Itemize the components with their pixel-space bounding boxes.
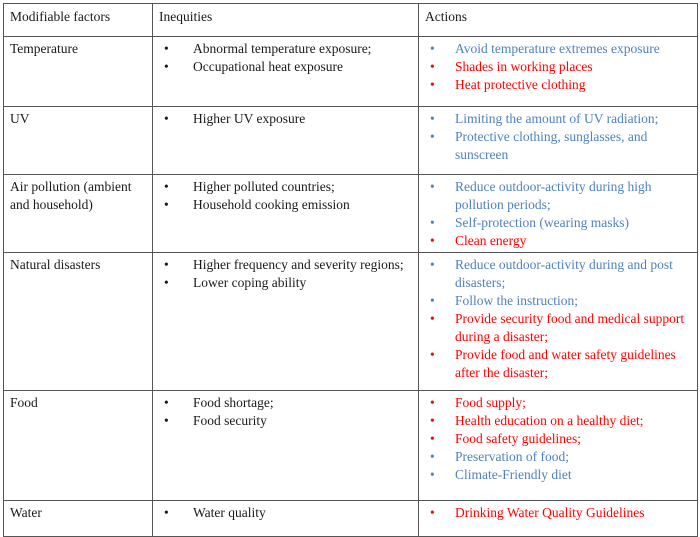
action-item-red: • Clean energy [425, 232, 691, 250]
table-row [4, 253, 698, 391]
inequity-item: • Occupational heat exposure [159, 58, 412, 76]
action-item-red: • Health education on a healthy diet; [425, 412, 691, 430]
action-item-red: • Food supply; [425, 394, 691, 412]
inequities-cell [153, 391, 419, 501]
header-row [4, 4, 698, 37]
action-item-blue: • Climate-Friendly diet [425, 466, 691, 484]
actions-cell [419, 107, 698, 175]
inequity-item: • Household cooking emission [159, 196, 412, 214]
inequities-list [159, 40, 412, 76]
inequity-item: • Abnormal temperature exposure; [159, 40, 412, 58]
header-actions: Actions [419, 4, 698, 37]
inequity-item: • Food security [159, 412, 412, 430]
table-row [4, 391, 698, 501]
inequities-cell [153, 175, 419, 253]
action-item-blue: • Reduce outdoor-activity during and post disasters; [425, 256, 691, 292]
action-item-blue: • Protective clothing, sunglasses, and sunscreen [425, 128, 691, 164]
actions-cell [419, 253, 698, 391]
table-row [4, 37, 698, 107]
factor-cell: Air pollution (ambient and household) [4, 175, 153, 253]
inequities-list [159, 504, 412, 522]
action-item-red: • Drinking Water Quality Guidelines [425, 504, 691, 522]
actions-cell [419, 501, 698, 537]
action-item-red: • Food safety guidelines; [425, 430, 691, 448]
action-item-red: • Heat protective clothing [425, 76, 691, 94]
factors-table [3, 3, 698, 537]
inequities-list [159, 394, 412, 430]
factor-cell: Food [4, 391, 153, 501]
inequities-cell [153, 253, 419, 391]
actions-list [425, 110, 691, 164]
actions-list [425, 394, 691, 484]
table-row [4, 175, 698, 253]
inequity-item: • Lower coping ability [159, 274, 412, 292]
inequity-item: • Food shortage; [159, 394, 412, 412]
inequity-item: • Water quality [159, 504, 412, 522]
inequity-item: • Higher UV exposure [159, 110, 412, 128]
actions-cell [419, 175, 698, 253]
action-item-red: • Provide security food and medical support during a disaster; [425, 310, 691, 346]
actions-list [425, 504, 691, 522]
factor-cell: UV [4, 107, 153, 175]
table-row [4, 501, 698, 537]
inequities-list [159, 110, 412, 128]
inequities-list [159, 178, 412, 214]
inequities-list [159, 256, 412, 292]
inequity-item: • Higher frequency and severity regions; [159, 256, 412, 274]
inequities-cell [153, 501, 419, 537]
table-row [4, 107, 698, 175]
factor-cell: Natural disasters [4, 253, 153, 391]
action-item-red: • Provide food and water safety guidelines after the disaster; [425, 346, 691, 382]
factor-cell: Temperature [4, 37, 153, 107]
action-item-blue: • Limiting the amount of UV radiation; [425, 110, 691, 128]
header-factors: Modifiable factors [4, 4, 153, 37]
actions-cell [419, 37, 698, 107]
inequity-item: • Higher polluted countries; [159, 178, 412, 196]
action-item-blue: • Self-protection (wearing masks) [425, 214, 691, 232]
actions-cell [419, 391, 698, 501]
factor-cell: Water [4, 501, 153, 537]
action-item-blue: • Preservation of food; [425, 448, 691, 466]
action-item-blue: • Reduce outdoor-activity during high pollution periods; [425, 178, 691, 214]
action-item-blue: • Follow the instruction; [425, 292, 691, 310]
action-item-red: • Shades in working places [425, 58, 691, 76]
actions-list [425, 178, 691, 250]
actions-list [425, 40, 691, 94]
header-inequities: Inequities [153, 4, 419, 37]
actions-list [425, 256, 691, 382]
inequities-cell [153, 37, 419, 107]
inequities-cell [153, 107, 419, 175]
action-item-blue: • Avoid temperature extremes exposure [425, 40, 691, 58]
